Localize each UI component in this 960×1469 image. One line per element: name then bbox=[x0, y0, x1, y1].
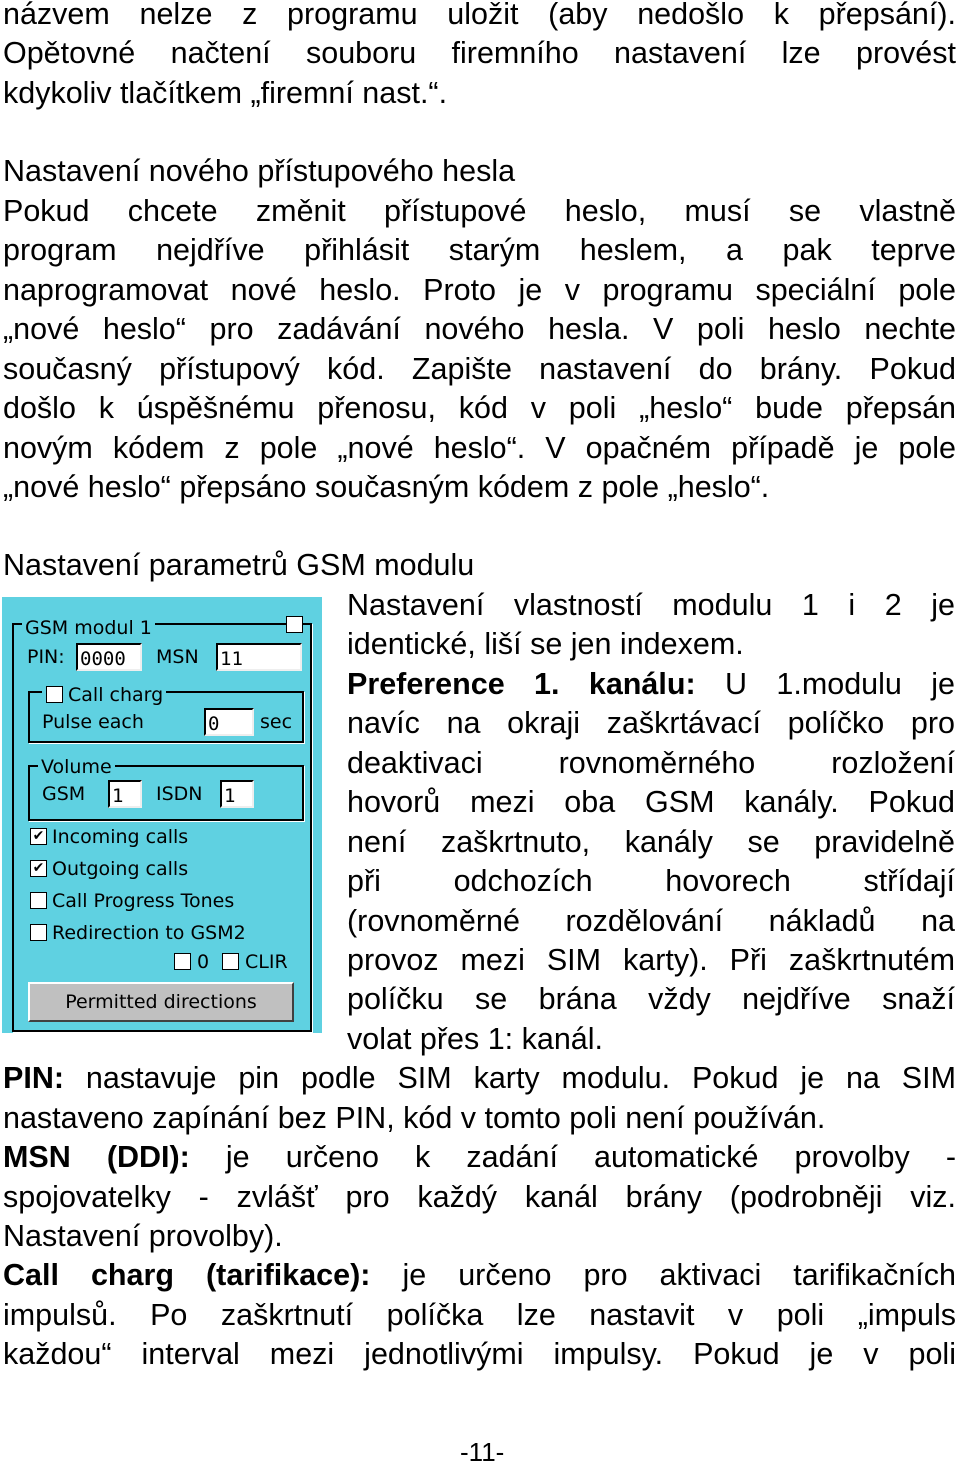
zero-checkbox[interactable] bbox=[174, 953, 191, 970]
term-definition: je určeno k zadání automatické provolby - bbox=[189, 1140, 956, 1174]
call-charg-label: Call charg bbox=[42, 684, 166, 706]
call-charg-checkbox[interactable] bbox=[46, 686, 63, 703]
term-definition: U 1.modulu je bbox=[695, 667, 955, 701]
incoming-calls-label: Incoming calls bbox=[52, 826, 189, 848]
term-definition: nastavuje pin podle SIM karty modulu. Pokud je na SIM bbox=[64, 1061, 956, 1095]
text-line: Nastavení provolby). bbox=[3, 1219, 283, 1253]
isdn-volume-input[interactable]: 1 bbox=[220, 780, 254, 808]
pulse-each-label: Pulse each bbox=[42, 711, 144, 733]
pulse-unit-label: sec bbox=[260, 711, 293, 733]
text-line bbox=[347, 664, 955, 704]
text-line bbox=[3, 1255, 956, 1295]
msn-input[interactable]: 11 bbox=[216, 643, 302, 671]
call-progress-tones-label: Call Progress Tones bbox=[52, 890, 235, 912]
section-heading: Nastavení parametrů GSM modulu bbox=[3, 548, 475, 582]
check-mark-icon: ✔ bbox=[32, 828, 45, 844]
text-line: „nové heslo“ pro zadávání nového hesla. V poli heslo nechte bbox=[3, 312, 956, 346]
pin-label: PIN: bbox=[27, 646, 65, 668]
text-line: hovorů mezi oba GSM kanály. Pokud bbox=[347, 785, 955, 819]
frame-title: GSM modul 1 bbox=[22, 617, 155, 639]
redirection-checkbox[interactable] bbox=[30, 924, 47, 941]
term-definition: je určeno pro aktivaci tarifikačních bbox=[370, 1258, 956, 1292]
text-line: každou“ interval mezi jednotlivými impulsy. Pokud je v poli bbox=[3, 1337, 956, 1371]
text-line: (rovnoměrné rozdělování nákladů na bbox=[347, 904, 955, 938]
text-line: není zaškrtnuto, kanály se pravidelně bbox=[347, 825, 955, 859]
text-line: kdykoliv tlačítkem „firemní nast.“. bbox=[3, 76, 448, 110]
volume-title: Volume bbox=[38, 756, 115, 778]
gsm-module-dialog bbox=[2, 597, 322, 1033]
text-line: deaktivaci rovnoměrného rozložení bbox=[347, 746, 955, 780]
outgoing-calls-checkbox[interactable] bbox=[30, 860, 47, 877]
channel-preference-checkbox[interactable] bbox=[286, 616, 303, 633]
text-line: současný přístupový kód. Zapište nastavení do brány. Pokud bbox=[3, 352, 956, 386]
redirection-label: Redirection to GSM2 bbox=[52, 922, 246, 944]
pulse-each-input[interactable]: 0 bbox=[204, 708, 254, 736]
clir-checkbox[interactable] bbox=[222, 953, 239, 970]
term-pin: PIN: bbox=[3, 1061, 64, 1095]
isdn-volume-label: ISDN bbox=[156, 783, 203, 805]
msn-label: MSN bbox=[156, 646, 199, 668]
text-line: novým kódem z pole „nové heslo“. V opačném případě je pole bbox=[3, 431, 956, 465]
text-line bbox=[3, 1058, 956, 1098]
gsm-volume-input[interactable]: 1 bbox=[108, 780, 142, 808]
text-line: provoz mezi SIM karty). Při zaškrtnutém bbox=[347, 943, 955, 977]
gsm-volume-label: GSM bbox=[42, 783, 86, 805]
text-line: „nové heslo“ přepsáno současným kódem z pole „heslo“. bbox=[3, 470, 770, 504]
text-line: Pokud chcete změnit přístupové heslo, musí se vlastně bbox=[3, 194, 956, 228]
text-line: nastaveno zapínání bez PIN, kód v tomto poli není používán. bbox=[3, 1101, 826, 1135]
outgoing-calls-label: Outgoing calls bbox=[52, 858, 189, 880]
zero-label: 0 bbox=[197, 951, 210, 973]
text-line bbox=[3, 1137, 956, 1177]
text-line: identické, liší se jen indexem. bbox=[347, 627, 744, 661]
term-call-charg: Call charg (tarifikace): bbox=[3, 1258, 371, 1292]
text-line: navíc na okraji zaškrtávací políčko pro bbox=[347, 706, 955, 740]
text-line: impulsů. Po zaškrtnutí políčka lze nastavit v poli „impuls bbox=[3, 1298, 956, 1332]
pin-input[interactable]: 0000 bbox=[76, 643, 142, 671]
page-number: -11- bbox=[460, 1437, 505, 1467]
text-line: při odchozích hovorech střídají bbox=[347, 864, 955, 898]
section-heading: Nastavení nového přístupového hesla bbox=[3, 154, 516, 188]
text-line: program nejdříve přihlásit starým heslem, a pak teprve bbox=[3, 233, 956, 267]
clir-label: CLIR bbox=[245, 951, 288, 973]
check-mark-icon: ✔ bbox=[32, 860, 45, 876]
text-line: spojovatelky - zvlášť pro každý kanál brány (podrobněji viz. bbox=[3, 1180, 956, 1214]
text-line: došlo k úspěšnému přenosu, kód v poli „heslo“ bude přepsán bbox=[3, 391, 956, 425]
incoming-calls-checkbox[interactable] bbox=[30, 828, 47, 845]
text-line: políčku se brána vždy nejdříve snaží bbox=[347, 982, 955, 1016]
permitted-directions-button[interactable]: Permitted directions bbox=[28, 982, 294, 1022]
text-line: Opětovné načtení souboru firemního nastavení lze provést bbox=[3, 36, 956, 70]
text-line: volat přes 1: kanál. bbox=[347, 1022, 604, 1056]
text-line: naprogramovat nové heslo. Proto je v programu speciální pole bbox=[3, 273, 956, 307]
term-preference: Preference 1. kanálu: bbox=[347, 667, 696, 701]
term-msn: MSN (DDI): bbox=[3, 1140, 190, 1174]
text-line: názvem nelze z programu uložit (aby nedošlo k přepsání). bbox=[3, 0, 956, 31]
call-progress-tones-checkbox[interactable] bbox=[30, 892, 47, 909]
text-line: Nastavení vlastností modulu 1 i 2 je bbox=[347, 588, 955, 622]
